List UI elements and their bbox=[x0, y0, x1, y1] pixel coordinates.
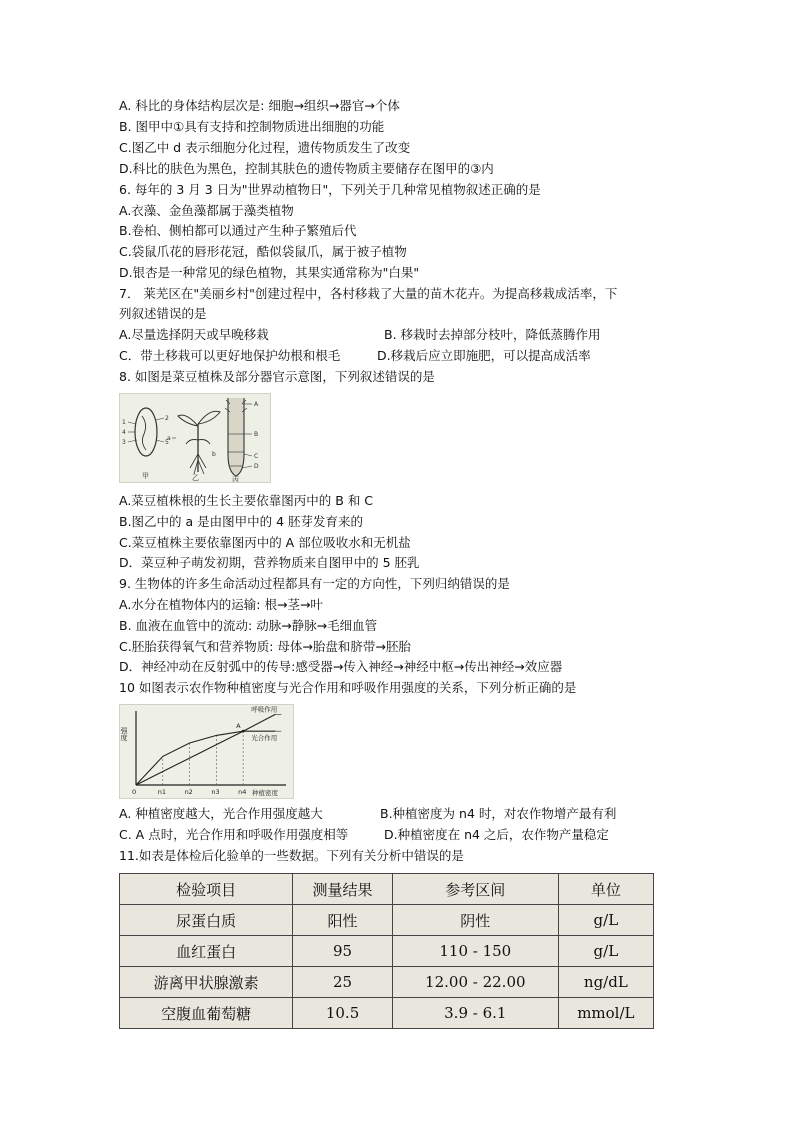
table-header-row bbox=[120, 874, 654, 905]
q7-stem-line1: 7． 莱芜区在"美丽乡村"创建过程中，各村移栽了大量的苗木花卉。为提高移栽成活率，下 bbox=[119, 286, 618, 301]
q8-stem: 8. 如图是菜豆植株及部分器官示意图，下列叙述错误的是 bbox=[119, 369, 435, 384]
q8-option-b: B.图乙中的 a 是由图甲中的 4 胚芽发育来的 bbox=[119, 514, 364, 529]
x-tick-label: n1 bbox=[157, 788, 167, 796]
seed-shape bbox=[135, 408, 157, 456]
root-label-d: D bbox=[254, 463, 259, 470]
q6-option-b: B.卷柏、侧柏都可以通过产生种子繁殖后代 bbox=[119, 223, 357, 238]
seed-label-2: 2 bbox=[165, 415, 169, 422]
table-row bbox=[120, 998, 654, 1029]
x-tick-label: n4 bbox=[238, 788, 247, 796]
q8-option-d: D．菜豆种子萌发初期，营养物质来自图甲中的 5 胚乳 bbox=[119, 555, 420, 570]
q7-option-a: A.尽量选择阴天或早晚移栽 bbox=[119, 327, 269, 342]
bean-plant-diagram bbox=[120, 394, 270, 482]
cell-unit: g/L bbox=[558, 936, 653, 967]
q7-stem-line2: 列叙述错误的是 bbox=[119, 306, 207, 321]
q11-stem: 11.如表是体检后化验单的一些数据。下列有关分析中错误的是 bbox=[119, 848, 464, 863]
table-row bbox=[120, 905, 654, 936]
density-chart-box bbox=[119, 704, 294, 799]
seed-label-1: 1 bbox=[122, 419, 126, 426]
header-item: 检验项目 bbox=[120, 874, 293, 905]
cell-result: 25 bbox=[293, 967, 393, 998]
q7-option-d: D.移栽后应立即施肥，可以提高成活率 bbox=[377, 348, 591, 363]
cell-reference: 12.00 - 22.00 bbox=[392, 967, 558, 998]
root-label-b: B bbox=[254, 431, 259, 438]
figure-label-bing: 丙 bbox=[232, 476, 239, 482]
seed-label-3: 3 bbox=[122, 439, 126, 446]
q10-stem: 10 如图表示农作物种植密度与光合作用和呼吸作用强度的关系，下列分析正确的是 bbox=[119, 680, 577, 695]
q9-option-a: A.水分在植物体内的运输: 根→茎→叶 bbox=[119, 597, 323, 612]
seedling-label-b: b bbox=[212, 451, 216, 458]
root-label-c: C bbox=[254, 453, 259, 460]
q10-option-c: C. A 点时，光合作用和呼吸作用强度相等 bbox=[119, 827, 349, 842]
x-axis-label: 种植密度 bbox=[252, 789, 278, 797]
y-axis-label: 强度 bbox=[120, 727, 128, 741]
cell-item: 空腹血葡萄糖 bbox=[120, 998, 293, 1029]
q6-option-a: A.衣藻、金鱼藻都属于藻类植物 bbox=[119, 203, 294, 218]
q7-option-c: C．带土移栽可以更好地保护幼根和根毛 bbox=[119, 348, 341, 363]
q10-option-d: D.种植密度在 n4 之后，农作物产量稳定 bbox=[384, 827, 609, 842]
point-a-marker bbox=[242, 730, 245, 733]
table-row bbox=[120, 936, 654, 967]
q10-option-b: B.种植密度为 n4 时，对农作物增产最有利 bbox=[380, 806, 617, 821]
table-row bbox=[120, 967, 654, 998]
q5-option-d: D.科比的肤色为黑色，控制其肤色的遗传物质主要储存在图甲的③内 bbox=[119, 161, 494, 176]
density-chart bbox=[120, 705, 293, 798]
seed-label-4: 4 bbox=[122, 429, 126, 436]
seedling-label-a: a bbox=[167, 435, 171, 442]
cell-unit: g/L bbox=[558, 905, 653, 936]
legend-respiration: 呼吸作用 bbox=[251, 705, 278, 714]
q5-option-b: B. 图甲中①具有支持和控制物质进出细胞的功能 bbox=[119, 119, 385, 134]
cell-reference: 3.9 - 6.1 bbox=[392, 998, 558, 1029]
legend-photosynthesis: 光合作用 bbox=[251, 734, 278, 743]
q9-option-d: D．神经冲动在反射弧中的传导:感受器→传入神经→神经中枢→传出神经→效应器 bbox=[119, 659, 563, 674]
root-label-a: A bbox=[254, 401, 259, 408]
header-reference: 参考区间 bbox=[392, 874, 558, 905]
q5-option-a: A. 科比的身体结构层次是: 细胞→组织→器官→个体 bbox=[119, 98, 400, 113]
cell-item: 血红蛋白 bbox=[120, 936, 293, 967]
header-unit: 单位 bbox=[558, 874, 653, 905]
q9-option-c: C.胚胎获得氧气和营养物质: 母体→胎盘和脐带→胚胎 bbox=[119, 639, 411, 654]
q6-option-c: C.袋鼠爪花的唇形花冠，酷似袋鼠爪，属于被子植物 bbox=[119, 244, 407, 259]
q5-option-c: C.图乙中 d 表示细胞分化过程，遗传物质发生了改变 bbox=[119, 140, 411, 155]
cell-item: 尿蛋白质 bbox=[120, 905, 293, 936]
respiration-line bbox=[136, 714, 278, 785]
x-tick-label: 0 bbox=[132, 788, 137, 796]
figure-label-yi: 乙 bbox=[192, 474, 199, 482]
x-tick-label: n3 bbox=[211, 788, 220, 796]
q8-option-a: A.菜豆植株根的生长主要依靠图丙中的 B 和 C bbox=[119, 493, 374, 508]
q6-option-d: D.银杏是一种常见的绿色植物，其果实通常称为"白果" bbox=[119, 265, 420, 280]
cell-result: 阳性 bbox=[293, 905, 393, 936]
figure-label-jia: 甲 bbox=[142, 472, 149, 480]
lab-results-table bbox=[119, 873, 654, 1029]
seed-label-5: 5 bbox=[165, 439, 169, 446]
x-tick-label: n2 bbox=[184, 788, 193, 796]
q10-option-a: A. 种植密度越大，光合作用强度越大 bbox=[119, 806, 323, 821]
q9-stem: 9. 生物体的许多生命活动过程都具有一定的方向性，下列归纳错误的是 bbox=[119, 576, 510, 591]
point-a-label: A bbox=[236, 722, 241, 731]
q7-option-b: B. 移栽时去掉部分枝叶，降低蒸腾作用 bbox=[384, 327, 601, 342]
cell-unit: mmol/L bbox=[558, 998, 653, 1029]
cell-result: 95 bbox=[293, 936, 393, 967]
cell-reference: 阴性 bbox=[392, 905, 558, 936]
bean-plant-figure bbox=[119, 393, 271, 483]
q9-option-b: B. 血液在血管中的流动: 动脉→静脉→毛细血管 bbox=[119, 618, 378, 633]
cell-item: 游离甲状腺激素 bbox=[120, 967, 293, 998]
cell-result: 10.5 bbox=[293, 998, 393, 1029]
header-result: 测量结果 bbox=[293, 874, 393, 905]
q8-option-c: C.菜豆植株主要依靠图丙中的 A 部位吸收水和无机盐 bbox=[119, 535, 411, 550]
q6-stem: 6. 每年的 3 月 3 日为"世界动植物日"，下列关于几种常见植物叙述正确的是 bbox=[119, 182, 541, 197]
cell-unit: ng/dL bbox=[558, 967, 653, 998]
cell-reference: 110 - 150 bbox=[392, 936, 558, 967]
